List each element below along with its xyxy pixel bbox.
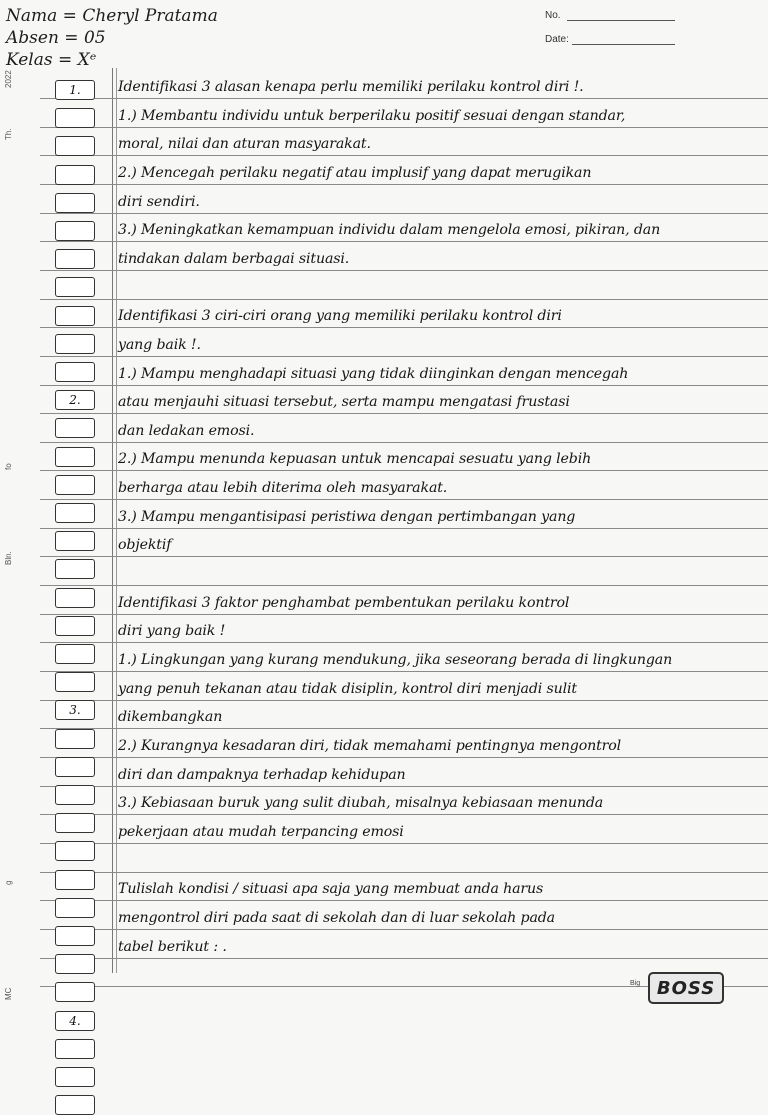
ruled-line <box>40 213 768 214</box>
ruled-line <box>40 642 768 643</box>
handwritten-line: yang baik !. <box>118 336 201 353</box>
checkbox <box>55 926 95 946</box>
handwritten-line: 2.) Mencegah perilaku negatif atau implusif yang dapat merugikan <box>118 164 592 181</box>
handwritten-line: dan ledakan emosi. <box>118 422 255 439</box>
handwritten-line: Identifikasi 3 faktor penghambat pembentukan perilaku kontrol <box>118 594 570 611</box>
side-mark-mc: MC <box>4 987 13 1000</box>
checkbox <box>55 644 95 664</box>
checkbox <box>55 475 95 495</box>
question-number-box: 3. <box>55 700 95 720</box>
checkbox <box>55 841 95 861</box>
checkbox <box>55 418 95 438</box>
handwritten-line: 3.) Mampu mengantisipasi peristiwa dengan pertimbangan yang <box>118 508 576 525</box>
checkbox <box>55 982 95 1002</box>
checkbox <box>55 249 95 269</box>
checkbox <box>55 193 95 213</box>
ruled-line <box>40 499 768 500</box>
ruled-line <box>40 470 768 471</box>
handwritten-line: 1.) Membantu individu untuk berperilaku positif sesuai dengan standar, <box>118 107 626 124</box>
checkbox <box>55 306 95 326</box>
handwritten-line: 1.) Mampu menghadapi situasi yang tidak diinginkan dengan mencegah <box>118 365 629 382</box>
handwritten-line: 2.) Kurangnya kesadaran diri, tidak memahami pentingnya mengontrol <box>118 737 622 754</box>
side-mark-year: 2022 <box>4 70 13 88</box>
ruled-line <box>40 528 768 529</box>
checkbox <box>55 870 95 890</box>
checkbox <box>55 729 95 749</box>
checkbox <box>55 221 95 241</box>
ruled-line <box>40 958 768 959</box>
side-mark-g: g <box>4 880 13 885</box>
ruled-line <box>40 184 768 185</box>
student-absen: Absen = 05 <box>6 28 106 48</box>
question-number-box: 4. <box>55 1011 95 1031</box>
brand-logo: BOSS <box>648 972 724 1004</box>
checkbox <box>55 362 95 382</box>
date-underline <box>572 44 675 45</box>
ruled-line <box>40 671 768 672</box>
student-name: Nama = Cheryl Pratama <box>6 6 218 26</box>
handwritten-line: moral, nilai dan aturan masyarakat. <box>118 136 371 153</box>
side-mark-fo: fo <box>4 463 13 470</box>
ruled-line <box>40 385 768 386</box>
handwritten-line: dikembangkan <box>118 709 223 726</box>
handwritten-line: Identifikasi 3 alasan kenapa perlu memiliki perilaku kontrol diri !. <box>118 79 584 95</box>
handwritten-line: pekerjaan atau mudah terpancing emosi <box>118 823 404 840</box>
ruled-line <box>40 98 768 99</box>
handwritten-line: objektif <box>118 537 172 554</box>
ruled-line <box>40 356 768 357</box>
ruled-line <box>40 155 768 156</box>
ruled-line <box>40 241 768 242</box>
question-number-box: 1. <box>55 80 95 100</box>
handwritten-line: mengontrol diri pada saat di sekolah dan di luar sekolah pada <box>118 909 555 926</box>
handwritten-line: yang penuh tekanan atau tidak disiplin, kontrol diri menjadi sulit <box>118 680 577 697</box>
checkbox <box>55 672 95 692</box>
handwritten-line: Identifikasi 3 ciri-ciri orang yang memiliki perilaku kontrol diri <box>118 308 562 325</box>
ruled-line <box>40 929 768 930</box>
ruled-line <box>40 556 768 557</box>
handwritten-line: atau menjauhi situasi tersebut, serta mampu mengatasi frustasi <box>118 394 570 411</box>
checkbox <box>55 136 95 156</box>
handwritten-line: Tulislah kondisi / situasi apa saja yang membuat anda harus <box>118 881 544 898</box>
handwritten-line: diri yang baik ! <box>118 623 226 640</box>
ruled-line <box>40 299 768 300</box>
checkbox <box>55 503 95 523</box>
handwritten-line: 2.) Mampu menunda kepuasan untuk mencapai sesuatu yang lebih <box>118 451 592 468</box>
handwritten-line: tindakan dalam berbagai situasi. <box>118 250 350 267</box>
handwritten-line: tabel berikut : . <box>118 938 227 955</box>
checkbox <box>55 108 95 128</box>
margin-line-secondary <box>116 68 117 973</box>
date-label: Date: <box>545 34 569 45</box>
checkbox <box>55 1039 95 1059</box>
handwritten-line: diri sendiri. <box>118 193 200 210</box>
ruled-line <box>40 872 768 873</box>
ruled-line <box>40 814 768 815</box>
checkbox <box>55 616 95 636</box>
checkbox <box>55 954 95 974</box>
checkbox <box>55 757 95 777</box>
no-underline <box>567 20 675 21</box>
checkbox <box>55 898 95 918</box>
ruled-line <box>40 442 768 443</box>
margin-line <box>112 68 113 973</box>
handwritten-line: berharga atau lebih diterima oleh masyarakat. <box>118 480 448 497</box>
checkbox <box>55 785 95 805</box>
checkbox <box>55 813 95 833</box>
ruled-line <box>40 270 768 271</box>
handwritten-line: diri dan dampaknya terhadap kehidupan <box>118 766 406 783</box>
ruled-line <box>40 127 768 128</box>
checkbox <box>55 559 95 579</box>
checkbox <box>55 277 95 297</box>
ruled-line <box>40 413 768 414</box>
side-mark-bln: Bln. <box>4 551 13 565</box>
no-label: No. <box>545 10 561 21</box>
checkbox <box>55 334 95 354</box>
ruled-line <box>40 900 768 901</box>
ruled-line <box>40 700 768 701</box>
checkbox <box>55 447 95 467</box>
side-mark-th: Th. <box>4 128 13 140</box>
ruled-line <box>40 757 768 758</box>
checkbox <box>55 531 95 551</box>
ruled-line <box>40 585 768 586</box>
brand-prefix: Big <box>630 980 641 987</box>
ruled-line <box>40 728 768 729</box>
handwritten-line: 1.) Lingkungan yang kurang mendukung, jika seseorang berada di lingkungan <box>118 652 673 668</box>
checkbox <box>55 588 95 608</box>
checkbox <box>55 1095 95 1115</box>
student-class: Kelas = Xᵉ <box>6 50 97 70</box>
ruled-line <box>40 614 768 615</box>
checkbox <box>55 1067 95 1087</box>
question-number-box: 2. <box>55 390 95 410</box>
ruled-line <box>40 786 768 787</box>
ruled-line <box>40 843 768 844</box>
handwritten-line: 3.) Kebiasaan buruk yang sulit diubah, misalnya kebiasaan menunda <box>118 795 604 812</box>
handwritten-line: 3.) Meningkatkan kemampuan individu dalam mengelola emosi, pikiran, dan <box>118 222 661 239</box>
checkbox <box>55 165 95 185</box>
ruled-line <box>40 327 768 328</box>
